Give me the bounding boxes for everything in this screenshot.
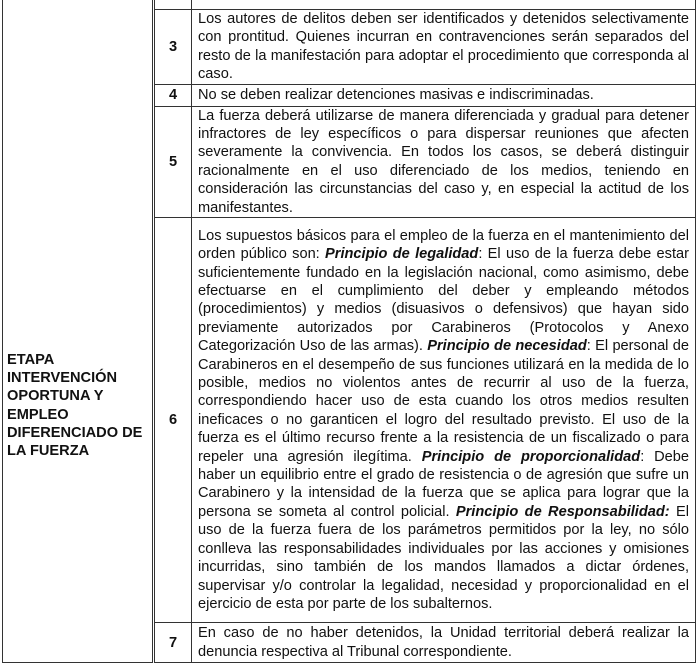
principle-text: : El personal de Carabineros en el desempeño de sus funciones utilizará en la medida de lo posible, medios no violentos antes de recurrir al uso de la fuerza, correspondiendo hacer uso de esta cuando los otros medios resulten ineficaces o no garanticen el logro del resultado previsto. El uso de la fuerza es el último recurso frente a la resistencia de un fiscalizado o para repeler una agresión ilegítima.: [198, 338, 689, 465]
text-cell: [192, 0, 696, 10]
stage-label: ETAPA INTERVENCIÓN OPORTUNA Y EMPLEO DIFERENCIADO DE LA FUERZA: [7, 351, 143, 459]
row-text: En caso de no haber detenidos, la Unidad territorial deberá realizar la denuncia respectiva al Tribunal correspondiente.: [192, 623, 696, 663]
row-text: Los autores de delitos deben ser identificados y detenidos selectivamente con prontitud. Quienes incurran en contravenciones serán separados del resto de la manifestación para adoptar el procedimiento que corresponda al caso.: [192, 10, 696, 85]
principle-heading: Principio de legalidad: [325, 246, 479, 263]
stage-cell: [3, 0, 154, 663]
row-number: 4: [154, 84, 192, 106]
row-text-principles: [192, 218, 696, 623]
row-text: La fuerza deberá utilizarse de manera diferenciada y gradual para detener infractores de ley específicos o para dispersar reuniones que afecten severamente la convivencia. En todos los casos, se deberá distinguir racionalmente en el uso diferenciado de los medios, teniendo en consideración las circunstancias del caso y, en especial la actitud de los manifestantes.: [192, 106, 696, 217]
principle-heading: Principio de Responsabilidad:: [455, 503, 670, 520]
row-text: No se deben realizar detenciones masivas e indiscriminadas.: [192, 84, 696, 106]
row-number: 5: [154, 106, 192, 217]
principle-text: El uso de la fuerza fuera de los parámetros permitidos por la ley, no sólo conlleva las responsabilidades individuales por las acciones y omisiones incurridas, sino también de los mandos llamados a dictar órdenes, supervisar y/o controlar la legalidad, necesidad y proporcionalidad en el ejercicio de esta por parte de los subalternos.: [198, 503, 689, 612]
principle-text: : El uso de la fuerza debe estar suficientemente fundado en la legislación nacional, como asimismo, debe efectuarse en el cumplimiento del deber y empleando métodos (procedimientos) y medios (disuasivos o defensivos) que hayan sido previamente autorizados por Carabineros (Protocolos y Anexo Categorización Uso de las armas).: [198, 246, 689, 355]
principle-text: Los supuestos básicos para el empleo de la fuerza en el mantenimiento del orden público son:: [198, 227, 689, 263]
table-row: [3, 0, 696, 10]
row-number: 6: [154, 218, 192, 623]
number-cell: [154, 0, 192, 10]
row-number: 7: [154, 623, 192, 663]
principle-heading: Principio de proporcionalidad: [421, 448, 641, 465]
protocol-table: [2, 0, 696, 663]
principle-text: : Debe haber un equilibrio entre el grado de resistencia o de agresión que sufre un Carabinero y la intensidad de la fuerza que se aplica para lograr que la persona se someta al control policial.: [198, 448, 690, 520]
row-number: 3: [154, 10, 192, 85]
principle-heading: Principio de necesidad: [427, 338, 587, 355]
